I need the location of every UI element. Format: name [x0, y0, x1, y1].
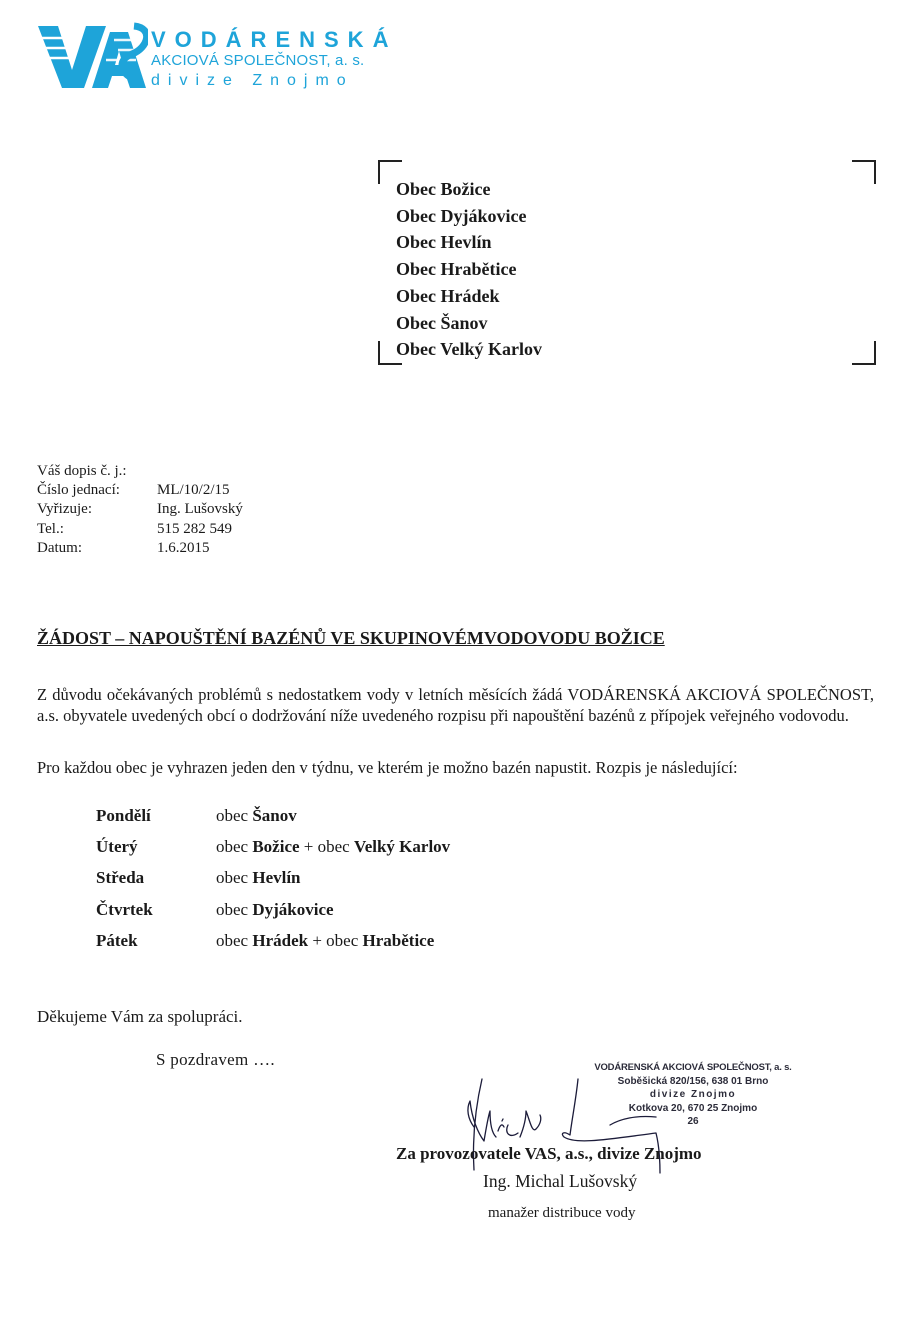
schedule-villages: [216, 837, 450, 857]
reference-label: Datum:: [37, 539, 82, 556]
logo-company-type: AKCIOVÁ SPOLEČNOST, a. s.: [151, 52, 365, 69]
village-name: Šanov: [252, 805, 297, 825]
village-name: Dyjákovice: [252, 899, 334, 919]
closing-regards: S pozdravem ….: [156, 1050, 275, 1069]
stamp-address: Soběšická 820/156, 638 01 Brno: [617, 1075, 769, 1087]
reference-block: [37, 462, 243, 558]
reference-row: [37, 462, 243, 481]
schedule-row: [96, 831, 450, 862]
recipient-list: [396, 176, 542, 363]
signatory-role: manažer distribuce vody: [488, 1205, 636, 1221]
body-paragraph: Z důvodu očekávaných problémů s nedostatkem vody v letních měsících žádá VODÁRENSKÁ AKCIOVÁ SPOLEČNOST, a.s. obyvatele uvedených obcí o dodržování níže uvedeného rozpisu při napouštění bazénů z přípojek veřejného vodovodu.: [37, 685, 874, 725]
stamp-number: 26: [687, 1116, 699, 1127]
schedule-table: [96, 800, 450, 956]
letter-heading: ŽÁDOST – NAPOUŠTĚNÍ BAZÉNŮ VE SKUPINOVÉMVODOVODU BOŽICE: [37, 628, 665, 648]
village-prefix: obec: [216, 930, 253, 950]
bracket-top-right: [852, 160, 876, 184]
schedule-villages: [216, 931, 434, 951]
schedule-row: [96, 800, 450, 831]
village-name: Hevlín: [252, 868, 301, 888]
village-prefix: obec: [216, 899, 253, 919]
schedule-row: [96, 894, 450, 925]
schedule-villages: [216, 900, 334, 920]
vas-logo-mark: [36, 18, 148, 93]
reference-value: 1.6.2015: [157, 539, 210, 556]
schedule-day: Středa: [96, 868, 145, 888]
recipient: Obec Velký Karlov: [396, 339, 543, 360]
reference-row: [37, 500, 243, 519]
reference-value: ML/10/2/15: [157, 482, 230, 499]
recipient: Obec Šanov: [396, 312, 488, 333]
reference-value: Ing. Lušovský: [157, 501, 243, 518]
village-name: Hrabětice: [362, 930, 435, 950]
recipient: Obec Hrádek: [396, 285, 500, 306]
schedule-villages: [216, 868, 301, 888]
reference-row: [37, 481, 243, 500]
logo-company-name: VODÁRENSKÁ: [151, 27, 398, 52]
reference-label: Tel.:: [37, 520, 64, 537]
schedule-day: Úterý: [96, 836, 138, 856]
reference-label: Číslo jednací:: [37, 482, 120, 499]
village-prefix: obec: [216, 836, 253, 856]
village-name: Božice: [252, 836, 300, 856]
recipient: Obec Božice: [396, 179, 491, 199]
bracket-bottom-right: [852, 341, 876, 365]
schedule-row: [96, 863, 450, 894]
schedule-row: [96, 925, 450, 956]
logo-division: divize Znojmo: [151, 72, 354, 89]
village-name: Velký Karlov: [353, 836, 451, 856]
recipient: Obec Dyjákovice: [396, 205, 527, 226]
recipient: Obec Hrabětice: [396, 259, 517, 280]
stamp-division-address: Kotkova 20, 670 25 Znojmo: [628, 1102, 758, 1114]
reference-label: Váš dopis č. j.:: [37, 463, 127, 479]
closing-thanks: Děkujeme Vám za spolupráci.: [37, 1007, 243, 1026]
reference-row: [37, 520, 243, 539]
village-name: Hrádek: [252, 930, 309, 950]
reference-row: [37, 539, 243, 558]
schedule-day: Pátek: [96, 930, 138, 950]
signatory-name: Ing. Michal Lušovský: [483, 1171, 638, 1191]
village-prefix: obec: [216, 868, 253, 888]
stamp-company: VODÁRENSKÁ AKCIOVÁ SPOLEČNOST, a. s.: [594, 1062, 792, 1073]
schedule-day: Čtvrtek: [96, 899, 153, 919]
village-prefix: + obec: [299, 836, 354, 856]
village-prefix: + obec: [308, 930, 363, 950]
schedule-villages: [216, 806, 297, 826]
stamp-division: divize Znojmo: [649, 1089, 737, 1100]
reference-label: Vyřizuje:: [37, 501, 92, 518]
signatory-organization: Za provozovatele VAS, a.s., divize Znojmo: [396, 1144, 702, 1163]
recipient: Obec Hevlín: [396, 232, 492, 253]
company-logo: [36, 18, 398, 93]
schedule-day: Pondělí: [96, 805, 151, 825]
body-paragraph: Pro každou obec je vyhrazen jeden den v týdnu, ve kterém je možno bazén napustit. Rozpis je následující:: [37, 758, 738, 777]
village-prefix: obec: [216, 805, 253, 825]
reference-value: 515 282 549: [157, 520, 232, 537]
